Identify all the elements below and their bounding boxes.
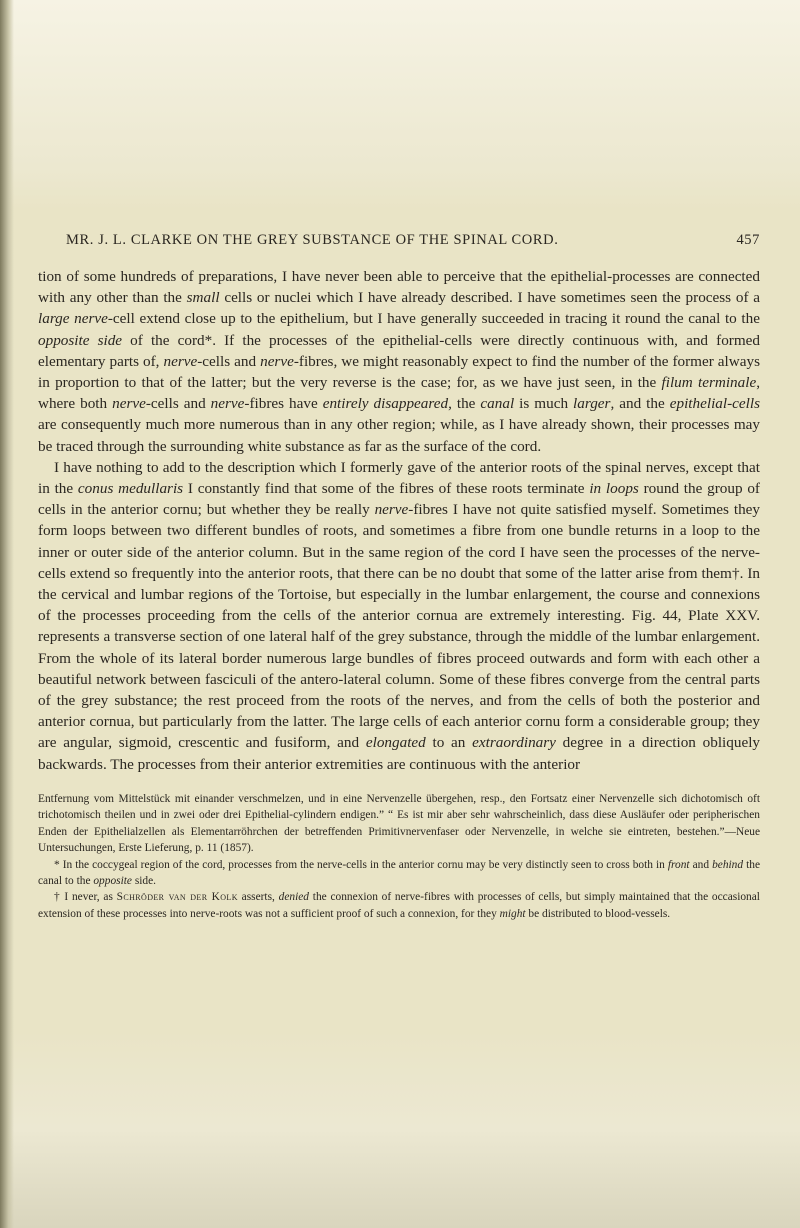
- body-text: [38, 266, 760, 775]
- paragraph-2: I have nothing to add to the description which I formerly gave of the anterior roots of the spinal nerves, except that in the conus medullaris I constantly find that some of the fibres of these roots terminate in loops round the group of cells in the anterior cornu; but whether they be really nerve-fibres I have not quite satisfied myself. Sometimes they form loops between two different bundles of roots, and sometimes a fibre from one bundle returns in a loop to the inner or outer side of the anterior column. But in the same region of the cord I have seen the processes of the nerve-cells extend so frequently into the anterior roots, that there can be no doubt that some of the latter arise from them†. In the cervical and lumbar regions of the Tortoise, but especially in the lumbar enlargement, the course and connexions of the processes proceeding from the cells of the anterior cornua are extremely interesting. Fig. 44, Plate XXV. represents a transverse section of one lateral half of the grey substance, through the middle of the lumbar enlargement. From the whole of its lateral border numerous large bundles of fibres proceed outwards and form with each other a beautiful network between fasciculi of the antero-lateral column. Some of these fibres converge from the central parts of the grey substance; the rest proceed from the roots of the nerves, and from the cells of both the posterior and anterior cornua, but particularly from the latter. The large cells of each anterior cornu form a considerable group; they are angular, sigmoid, crescentic and fusiform, and elongated to an extraordinary degree in a direction obliquely backwards. The processes from their anterior extremities are continuous with the anterior: [38, 458, 761, 773]
- footnote-asterisk: * In the coccygeal region of the cord, processes from the nerve-cells in the anterior cornu may be very distinctly seen to cross both in front and behind the canal to the opposite side.: [38, 858, 761, 887]
- running-head: [38, 232, 760, 252]
- page-top-shading: [0, 0, 800, 210]
- footnotes: [38, 791, 760, 922]
- running-title: MR. J. L. CLARKE ON THE GREY SUBSTANCE OF THE SPINAL CORD.: [66, 232, 559, 248]
- paragraph-1: tion of some hundreds of preparations, I have never been able to perceive that the epithelial-processes are connected with any other than the small cells or nuclei which I have already described. I have sometimes seen the process of a large nerve-cell extend close up to the epithelium, but I have generally succeeded in tracing it round the canal to the opposite side of the cord*. If the processes of the epithelial-cells were directly continuous with, and formed elementary parts of, nerve-cells and nerve-fibres, we might reasonably expect to find the number of the former always in proportion to that of the latter; but the very reverse is the case; for, as we have just seen, in the filum terminale, where both nerve-cells and nerve-fibres have entirely disappeared, the canal is much larger, and the epithelial-cells are consequently much more numerous than in any other region; while, as I have already shown, their processes may be traced through the surrounding white substance as far as the surface of the cord.: [38, 268, 761, 455]
- book-page: [38, 232, 760, 922]
- page-bottom-shading: [0, 1030, 800, 1228]
- page-number: 457: [736, 232, 760, 248]
- footnote-dagger: † I never, as Schröder van der Kolk asserts, denied the connexion of nerve-fibres with processes of cells, but simply maintained that the occasional extension of these processes into nerve-roots was not a sufficient proof of such a connexion, for they might be distributed to blood-vessels.: [38, 891, 760, 920]
- page-spine-shadow: [0, 0, 14, 1228]
- footnote-continuation: Entfernung vom Mittelstück mit einander verschmelzen, und in eine Nervenzelle übergehen, resp., den Fortsatz einer Nervenzelle sich dichotomisch oft trichotomisch theilen und in zwei oder drei Epithelial-cylindern endigen.” “ Es ist mir aber sehr wahrscheinlich, dass diese Ausläufer oder peripherischen Enden der Epithelialzellen als Elementarröhrchen der betreffenden Primitivnervenfaser oder Nervenzelle, in welche sie eintreten, bestehen.”—Neue Untersuchungen, Erste Lieferung, p. 11 (1857).: [38, 792, 760, 855]
